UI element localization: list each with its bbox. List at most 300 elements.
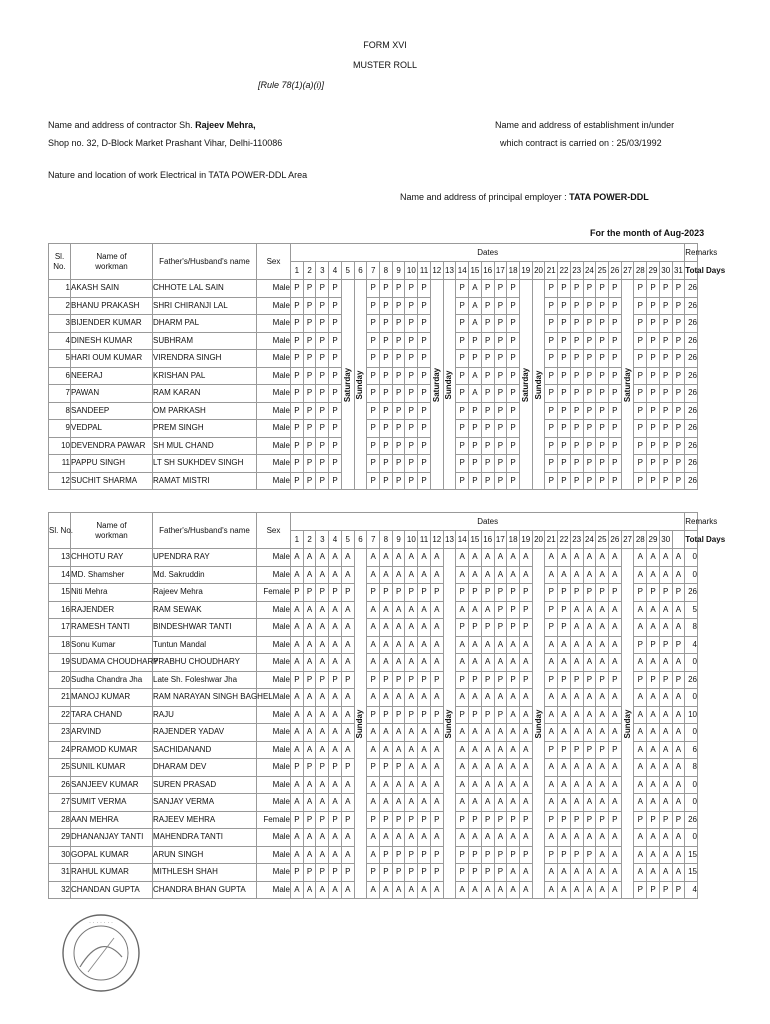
day-header: 9 <box>392 531 405 549</box>
attendance-cell: P <box>316 367 329 385</box>
workman-name-cell: SUCHIT SHARMA <box>71 472 153 490</box>
attendance-cell: A <box>507 741 520 759</box>
attendance-cell: P <box>558 846 571 864</box>
attendance-cell: P <box>596 402 609 420</box>
attendance-cell: P <box>558 601 571 619</box>
attendance-cell: P <box>380 811 393 829</box>
attendance-cell: A <box>380 689 393 707</box>
table-row <box>49 654 698 672</box>
attendance-cell: A <box>418 794 431 812</box>
workman-name-cell: PAWAN <box>71 385 153 403</box>
attendance-cell: A <box>329 794 342 812</box>
attendance-cell: A <box>558 549 571 567</box>
day-header: 21 <box>545 531 558 549</box>
attendance-cell: A <box>672 549 685 567</box>
table-row <box>49 584 698 602</box>
attendance-cell: P <box>494 350 507 368</box>
day-header: 8 <box>380 262 393 280</box>
attendance-cell: A <box>647 689 660 707</box>
father-name-cell: RAJEEV MEHRA <box>153 811 257 829</box>
attendance-cell: P <box>392 811 405 829</box>
father-name-cell: Late Sh. Foleshwar Jha <box>153 671 257 689</box>
weekly-off-label: Sunday <box>444 370 454 399</box>
attendance-cell: A <box>329 689 342 707</box>
attendance-cell: P <box>380 332 393 350</box>
attendance-cell: P <box>570 350 583 368</box>
dates-header: Dates <box>291 244 685 262</box>
workman-name-cell: GOPAL KUMAR <box>71 846 153 864</box>
attendance-cell: P <box>545 367 558 385</box>
attendance-cell: P <box>647 881 660 899</box>
serial-number-cell: 15 <box>49 584 71 602</box>
attendance-cell: A <box>558 689 571 707</box>
attendance-cell: P <box>329 811 342 829</box>
attendance-cell: A <box>519 689 532 707</box>
dates-header: Dates <box>291 513 685 531</box>
attendance-cell: A <box>418 776 431 794</box>
attendance-cell: P <box>659 636 672 654</box>
attendance-cell: A <box>329 776 342 794</box>
principal-employer-line <box>400 192 649 202</box>
attendance-cell: P <box>380 455 393 473</box>
attendance-cell: P <box>507 402 520 420</box>
attendance-cell: P <box>634 584 647 602</box>
attendance-cell: P <box>583 846 596 864</box>
father-name-cell: RAMAT MISTRI <box>153 472 257 490</box>
serial-number-cell: 27 <box>49 794 71 812</box>
attendance-cell: P <box>329 455 342 473</box>
attendance-cell: P <box>558 385 571 403</box>
attendance-cell: A <box>608 706 621 724</box>
sex-cell: Male <box>257 776 291 794</box>
attendance-cell: A <box>596 601 609 619</box>
workman-name-cell: RAMESH TANTI <box>71 619 153 637</box>
attendance-cell: P <box>570 455 583 473</box>
attendance-cell: P <box>507 811 520 829</box>
attendance-cell: P <box>507 350 520 368</box>
attendance-cell: P <box>659 671 672 689</box>
father-name-cell: SUBHRAM <box>153 332 257 350</box>
attendance-cell: A <box>583 601 596 619</box>
attendance-cell: P <box>519 584 532 602</box>
day-header: 4 <box>329 531 342 549</box>
day-header: 20 <box>532 531 545 549</box>
attendance-cell: A <box>545 759 558 777</box>
day-header: 15 <box>469 262 482 280</box>
attendance-cell: P <box>405 420 418 438</box>
total-days-cell: 0 <box>685 654 698 672</box>
attendance-cell: P <box>367 420 380 438</box>
attendance-cell: A <box>507 566 520 584</box>
attendance-cell: A <box>659 864 672 882</box>
total-days-cell: 8 <box>685 759 698 777</box>
attendance-cell: P <box>634 350 647 368</box>
attendance-cell: A <box>380 829 393 847</box>
attendance-cell: A <box>659 619 672 637</box>
attendance-cell: A <box>418 549 431 567</box>
attendance-cell: P <box>494 601 507 619</box>
attendance-cell: P <box>558 420 571 438</box>
attendance-cell: P <box>583 420 596 438</box>
attendance-cell: A <box>672 829 685 847</box>
attendance-cell: P <box>367 671 380 689</box>
attendance-cell: P <box>392 350 405 368</box>
attendance-cell: P <box>558 811 571 829</box>
attendance-cell: P <box>469 402 482 420</box>
attendance-cell: A <box>329 706 342 724</box>
day-header: 12 <box>430 531 443 549</box>
attendance-cell: P <box>367 706 380 724</box>
attendance-cell: P <box>545 297 558 315</box>
attendance-cell: A <box>481 636 494 654</box>
attendance-cell: A <box>329 724 342 742</box>
day-header: 7 <box>367 262 380 280</box>
attendance-cell: P <box>430 864 443 882</box>
attendance-cell: P <box>392 472 405 490</box>
workman-name-cell: BIJENDER KUMAR <box>71 315 153 333</box>
attendance-cell: A <box>634 566 647 584</box>
serial-number-cell: 17 <box>49 619 71 637</box>
attendance-cell: A <box>392 566 405 584</box>
day-header: 26 <box>608 262 621 280</box>
attendance-cell: A <box>583 619 596 637</box>
attendance-cell: A <box>367 829 380 847</box>
day-header: 31 <box>672 262 685 280</box>
day-header: 23 <box>570 531 583 549</box>
attendance-cell: P <box>380 350 393 368</box>
workman-name-cell: RAJENDER <box>71 601 153 619</box>
attendance-cell: A <box>596 724 609 742</box>
attendance-cell: A <box>341 636 354 654</box>
attendance-cell: A <box>481 654 494 672</box>
attendance-cell: A <box>672 794 685 812</box>
attendance-cell: P <box>634 402 647 420</box>
attendance-cell: A <box>608 846 621 864</box>
attendance-cell: A <box>418 881 431 899</box>
attendance-cell: A <box>430 549 443 567</box>
attendance-cell: A <box>672 566 685 584</box>
total-days-cell: 8 <box>685 619 698 637</box>
workman-name-cell: PAPPU SINGH <box>71 455 153 473</box>
day-header: 2 <box>303 262 316 280</box>
attendance-cell: A <box>583 689 596 707</box>
attendance-cell: A <box>430 654 443 672</box>
attendance-cell: A <box>316 566 329 584</box>
attendance-cell: A <box>647 549 660 567</box>
attendance-cell: P <box>659 472 672 490</box>
attendance-cell: P <box>316 420 329 438</box>
attendance-cell: P <box>583 741 596 759</box>
attendance-cell: A <box>316 706 329 724</box>
day-header: 10 <box>405 531 418 549</box>
attendance-cell: A <box>405 776 418 794</box>
attendance-cell: P <box>367 385 380 403</box>
attendance-cell: P <box>659 437 672 455</box>
attendance-cell: A <box>608 794 621 812</box>
total-days-cell: 26 <box>685 455 698 473</box>
weekly-off-cell <box>532 280 545 490</box>
attendance-cell: P <box>647 367 660 385</box>
attendance-cell: P <box>367 811 380 829</box>
attendance-cell: P <box>583 455 596 473</box>
attendance-cell: P <box>659 350 672 368</box>
attendance-cell: P <box>405 437 418 455</box>
workman-label: workman <box>95 530 128 540</box>
sex-cell: Female <box>257 811 291 829</box>
attendance-cell: A <box>380 741 393 759</box>
attendance-cell: P <box>545 455 558 473</box>
attendance-cell: P <box>647 437 660 455</box>
attendance-cell: A <box>596 846 609 864</box>
serial-number-cell: 6 <box>49 367 71 385</box>
day-header: 29 <box>647 262 660 280</box>
sex-cell: Female <box>257 584 291 602</box>
day-header: 9 <box>392 262 405 280</box>
attendance-cell: P <box>558 584 571 602</box>
attendance-cell: P <box>303 811 316 829</box>
attendance-cell: P <box>570 315 583 333</box>
father-header: Father's/Husband's name <box>153 244 257 280</box>
attendance-cell: A <box>392 881 405 899</box>
attendance-cell: A <box>583 794 596 812</box>
table-row <box>49 420 698 438</box>
attendance-cell: A <box>380 724 393 742</box>
attendance-cell: A <box>596 689 609 707</box>
sex-cell: Male <box>257 280 291 298</box>
attendance-cell: P <box>316 350 329 368</box>
attendance-cell: P <box>380 280 393 298</box>
total-days-cell: 26 <box>685 472 698 490</box>
attendance-cell: A <box>583 759 596 777</box>
attendance-cell: P <box>558 402 571 420</box>
sex-cell: Male <box>257 350 291 368</box>
attendance-cell: P <box>456 367 469 385</box>
weekly-off-label: Sunday <box>355 709 365 738</box>
day-header: 25 <box>596 531 609 549</box>
attendance-cell: P <box>316 864 329 882</box>
attendance-cell: A <box>558 829 571 847</box>
attendance-cell: P <box>570 367 583 385</box>
weekly-off-label: Sunday <box>533 709 543 738</box>
attendance-cell: P <box>570 385 583 403</box>
day-header: 22 <box>558 531 571 549</box>
attendance-cell: P <box>659 455 672 473</box>
attendance-cell: P <box>469 584 482 602</box>
contractor-seal-stamp <box>60 912 142 994</box>
serial-number-cell: 21 <box>49 689 71 707</box>
father-name-cell: UPENDRA RAY <box>153 549 257 567</box>
attendance-cell: A <box>303 601 316 619</box>
attendance-cell: P <box>570 402 583 420</box>
attendance-cell: A <box>481 601 494 619</box>
attendance-cell: P <box>672 385 685 403</box>
attendance-cell: P <box>608 385 621 403</box>
attendance-cell: P <box>672 350 685 368</box>
attendance-cell: A <box>558 566 571 584</box>
attendance-cell: A <box>430 566 443 584</box>
attendance-cell: P <box>481 455 494 473</box>
father-name-cell: PREM SINGH <box>153 420 257 438</box>
day-header: 18 <box>507 531 520 549</box>
attendance-cell: A <box>405 619 418 637</box>
attendance-cell: A <box>430 689 443 707</box>
day-header: 30 <box>659 531 672 549</box>
attendance-cell: A <box>596 636 609 654</box>
contractor-address: Shop no. 32, D-Block Market Prashant Vihar, Delhi-110086 <box>48 138 283 148</box>
attendance-cell: P <box>672 811 685 829</box>
attendance-cell: A <box>659 601 672 619</box>
attendance-cell: A <box>608 619 621 637</box>
workman-name-cell: NEERAJ <box>71 367 153 385</box>
serial-number-cell: 18 <box>49 636 71 654</box>
attendance-cell: P <box>634 280 647 298</box>
workman-name-cell: RAHUL KUMAR <box>71 864 153 882</box>
attendance-cell: P <box>570 584 583 602</box>
attendance-cell: P <box>367 759 380 777</box>
weekly-off-label: Sunday <box>355 370 365 399</box>
attendance-cell: P <box>481 385 494 403</box>
attendance-cell: A <box>316 846 329 864</box>
day-header: 16 <box>481 262 494 280</box>
attendance-cell: P <box>507 297 520 315</box>
attendance-cell: A <box>430 619 443 637</box>
attendance-cell: A <box>380 776 393 794</box>
attendance-cell: P <box>469 864 482 882</box>
attendance-cell: A <box>481 794 494 812</box>
attendance-cell: P <box>341 759 354 777</box>
attendance-cell: P <box>507 367 520 385</box>
serial-number-cell: 22 <box>49 706 71 724</box>
weekly-off-label: Sunday <box>533 370 543 399</box>
day-header: 3 <box>316 262 329 280</box>
attendance-cell: A <box>519 566 532 584</box>
father-name-cell: SH MUL CHAND <box>153 437 257 455</box>
attendance-cell: A <box>570 794 583 812</box>
attendance-cell: A <box>329 829 342 847</box>
attendance-cell: A <box>341 619 354 637</box>
serial-number-cell: 10 <box>49 437 71 455</box>
attendance-cell: A <box>469 724 482 742</box>
attendance-cell: P <box>329 864 342 882</box>
sl-label: Sl. <box>54 251 65 261</box>
weekly-off-cell <box>621 549 634 899</box>
attendance-cell: A <box>392 776 405 794</box>
attendance-cell: A <box>596 759 609 777</box>
attendance-cell: P <box>380 297 393 315</box>
father-name-cell: CHANDRA BHAN GUPTA <box>153 881 257 899</box>
attendance-cell: A <box>507 794 520 812</box>
contractor-label: Name and address of contractor Sh. <box>48 120 193 130</box>
attendance-cell: P <box>570 671 583 689</box>
serial-number-cell: 25 <box>49 759 71 777</box>
attendance-cell: P <box>367 297 380 315</box>
attendance-cell: P <box>392 759 405 777</box>
attendance-cell: P <box>608 350 621 368</box>
attendance-cell: P <box>494 367 507 385</box>
total-days-cell: 26 <box>685 402 698 420</box>
sex-cell: Male <box>257 846 291 864</box>
attendance-cell: P <box>545 671 558 689</box>
attendance-cell: P <box>647 297 660 315</box>
attendance-cell: P <box>380 671 393 689</box>
attendance-cell: A <box>647 776 660 794</box>
attendance-cell: A <box>469 549 482 567</box>
attendance-cell: A <box>469 297 482 315</box>
attendance-cell: P <box>380 437 393 455</box>
workman-name-cell: Sudha Chandra Jha <box>71 671 153 689</box>
table-row <box>49 280 698 298</box>
father-name-cell: Md. Sakruddin <box>153 566 257 584</box>
attendance-cell: A <box>558 654 571 672</box>
total-days-cell: 0 <box>685 549 698 567</box>
attendance-cell: P <box>596 385 609 403</box>
attendance-cell: P <box>634 455 647 473</box>
attendance-cell: A <box>659 741 672 759</box>
attendance-cell: P <box>507 455 520 473</box>
attendance-cell: P <box>647 350 660 368</box>
attendance-cell: P <box>494 437 507 455</box>
workman-name-cell: PRAMOD KUMAR <box>71 741 153 759</box>
attendance-cell: A <box>380 794 393 812</box>
sex-cell: Male <box>257 437 291 455</box>
attendance-cell: P <box>367 584 380 602</box>
attendance-cell: P <box>494 706 507 724</box>
serial-number-cell: 30 <box>49 846 71 864</box>
attendance-cell: P <box>634 367 647 385</box>
attendance-cell: A <box>570 566 583 584</box>
attendance-cell: A <box>392 636 405 654</box>
day-header: 24 <box>583 262 596 280</box>
total-days-cell: 26 <box>685 420 698 438</box>
attendance-cell: P <box>570 811 583 829</box>
attendance-cell: P <box>418 315 431 333</box>
workman-name-cell: VEDPAL <box>71 420 153 438</box>
attendance-cell: P <box>456 297 469 315</box>
attendance-cell: P <box>418 332 431 350</box>
attendance-cell: P <box>583 472 596 490</box>
attendance-cell: P <box>507 584 520 602</box>
serial-number-cell: 12 <box>49 472 71 490</box>
attendance-cell: P <box>291 280 304 298</box>
attendance-cell: A <box>469 776 482 794</box>
day-header: 4 <box>329 262 342 280</box>
attendance-cell: A <box>469 654 482 672</box>
attendance-cell: P <box>596 315 609 333</box>
attendance-cell: P <box>545 846 558 864</box>
serial-number-cell: 16 <box>49 601 71 619</box>
workman-name-cell: MD. Shamsher <box>71 566 153 584</box>
day-header: 7 <box>367 531 380 549</box>
attendance-cell: P <box>608 671 621 689</box>
attendance-cell: P <box>570 437 583 455</box>
attendance-cell: A <box>341 601 354 619</box>
table-row <box>49 402 698 420</box>
attendance-cell: P <box>583 584 596 602</box>
attendance-cell: A <box>570 776 583 794</box>
attendance-cell: A <box>507 724 520 742</box>
attendance-cell: P <box>316 385 329 403</box>
attendance-cell: P <box>341 811 354 829</box>
attendance-cell: A <box>570 864 583 882</box>
attendance-cell: A <box>469 759 482 777</box>
attendance-cell: P <box>481 472 494 490</box>
attendance-cell: P <box>596 741 609 759</box>
remarks-header: Remarks <box>685 244 698 262</box>
father-name-cell: MITHLESH SHAH <box>153 864 257 882</box>
attendance-cell: P <box>608 437 621 455</box>
workman-name-cell: BHANU PRAKASH <box>71 297 153 315</box>
workman-name-cell: SUNIL KUMAR <box>71 759 153 777</box>
